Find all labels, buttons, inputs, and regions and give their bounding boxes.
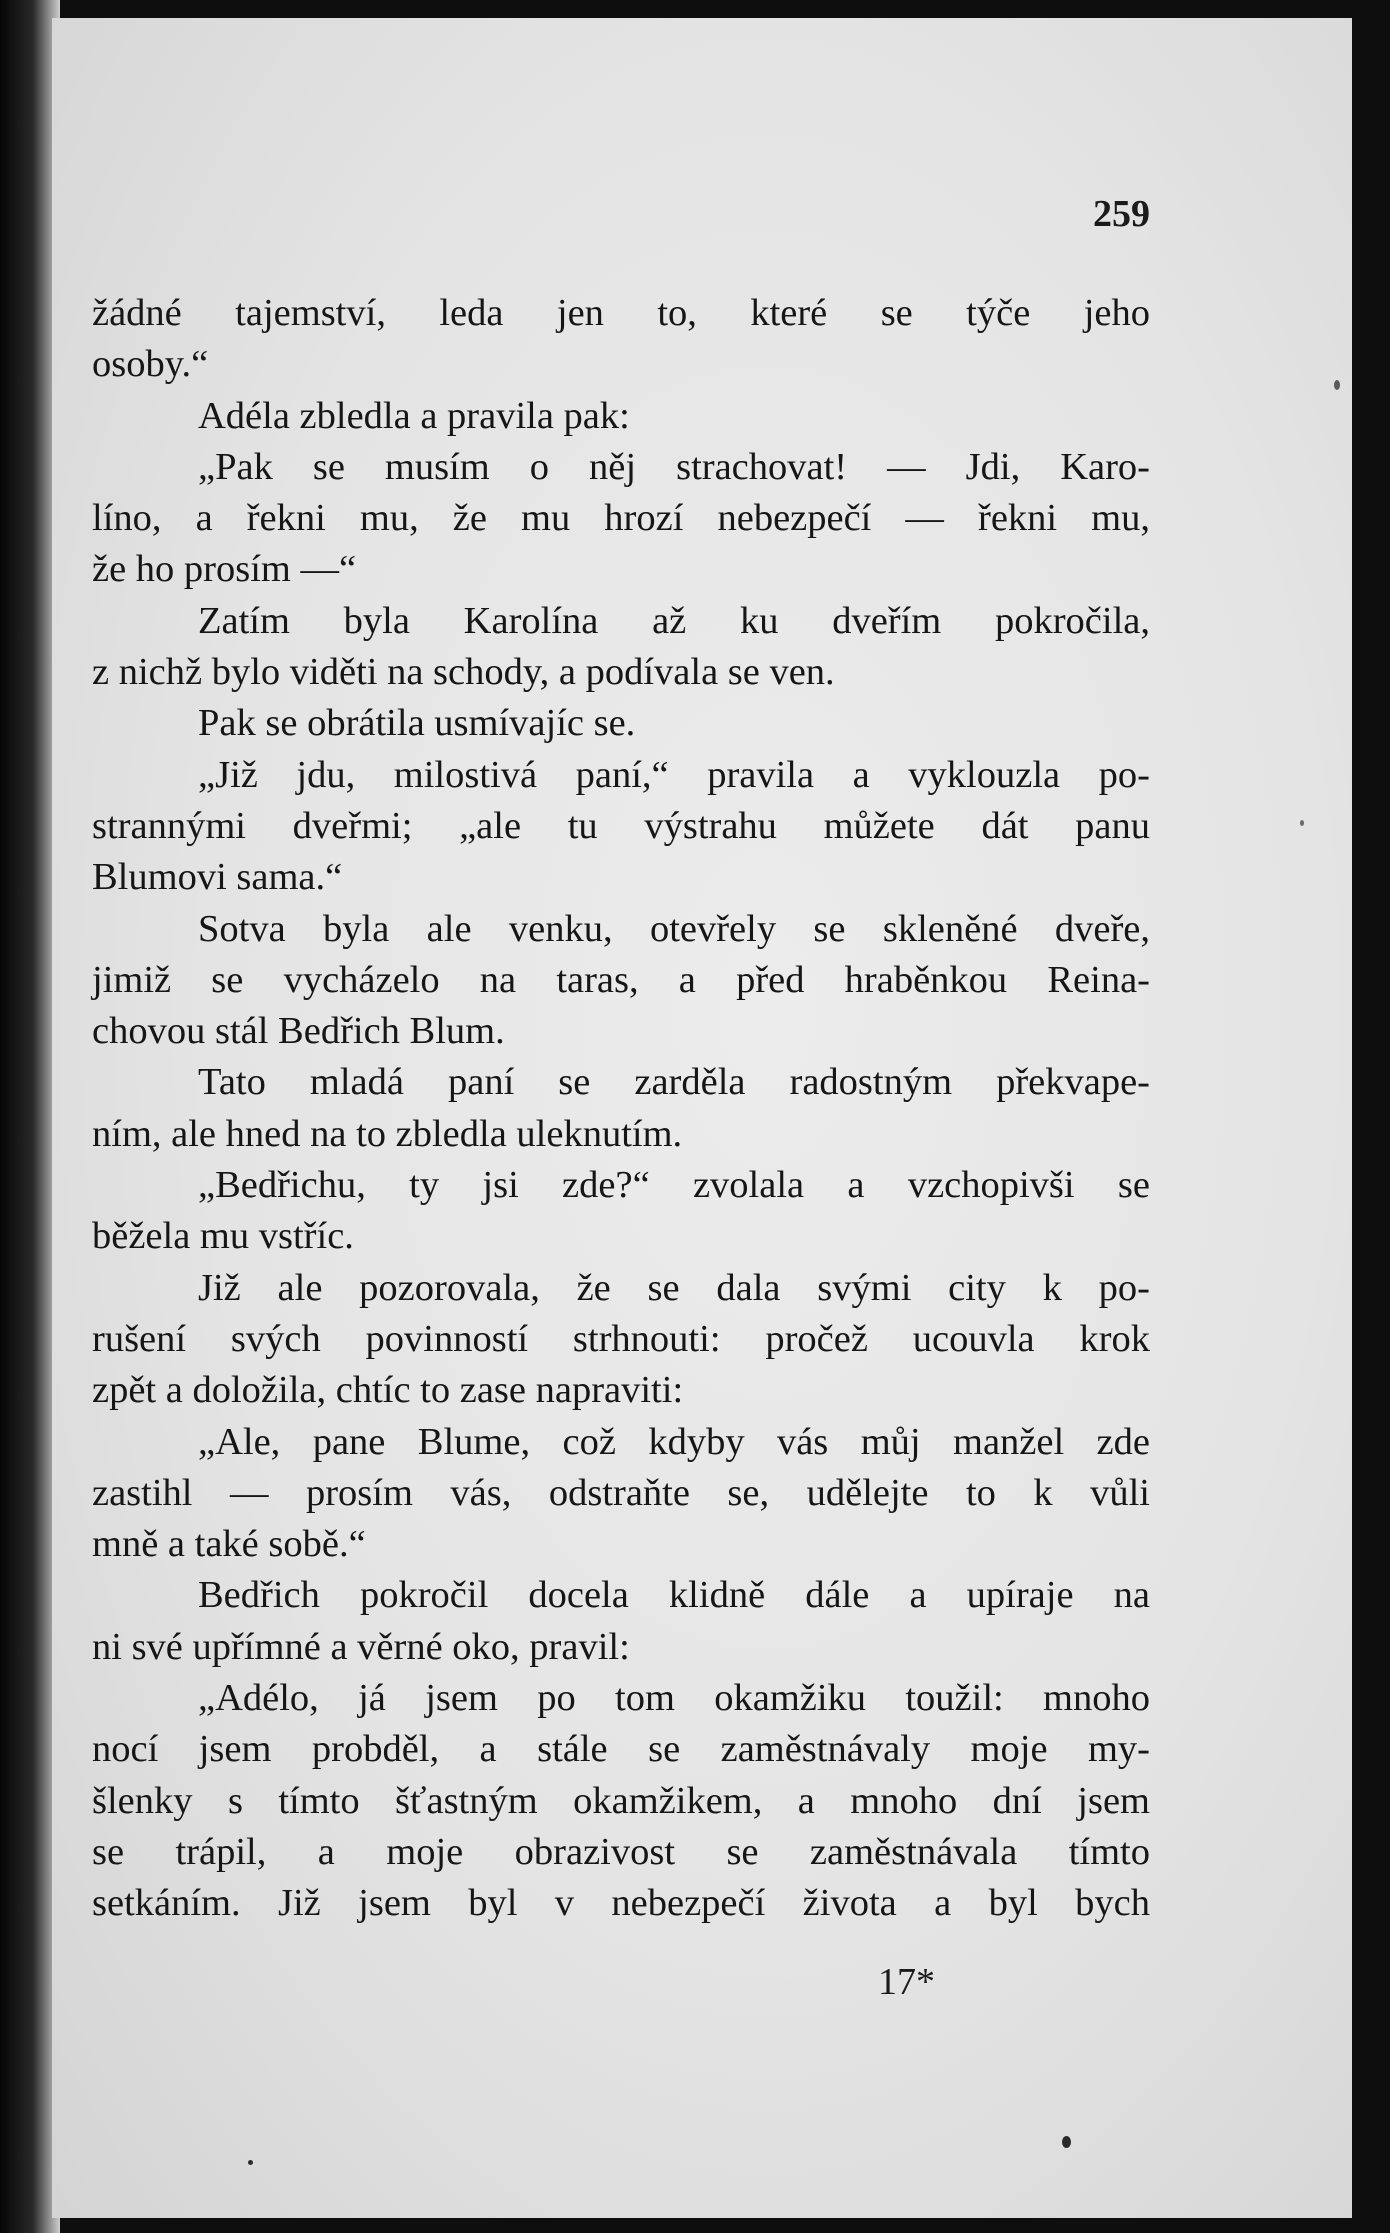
page-number: 259 [1093,193,1150,235]
text-line: Zatím byla Karolína až ku dveřím pokročila, [198,599,1150,642]
text-line: líno, a řekni mu, že mu hrozí nebezpečí — řekni mu, [92,497,1150,540]
text-line: šlenky s tímto šťastným okamžikem, a mnoho dní jsem [92,1779,1150,1822]
text-line: Blumovi sama.“ [92,856,343,899]
text-line: chovou stál Bedřich Blum. [92,1010,505,1053]
body-text [92,288,1150,1930]
text-line: že ho prosím —“ [92,548,357,591]
text-line: strannými dveřmi; „ale tu výstrahu můžete dát panu [92,804,1150,847]
ink-speck [1334,380,1340,390]
ink-speck [248,2160,253,2165]
text-line: ním, ale hned na to zbledla uleknutím. [92,1112,683,1155]
text-line: setkáním. Již jsem byl v nebezpečí života a byl bych [92,1882,1150,1925]
ink-speck [1062,2136,1071,2148]
ink-speck [1300,820,1304,826]
text-line: nocí jsem probděl, a stále se zaměstnávaly moje my- [92,1728,1150,1771]
text-line: „Bedřichu, ty jsi zde?“ zvolala a vzchopivši se [198,1164,1150,1207]
text-line: Pak se obrátila usmívajíc se. [198,702,636,745]
text-line: zastihl — prosím vás, odstraňte se, udělejte to k vůli [92,1471,1150,1514]
text-line: Sotva byla ale venku, otevřely se skleněné dveře, [198,907,1150,950]
text-line: se trápil, a moje obrazivost se zaměstnávala tímto [92,1830,1150,1873]
text-line: „Již jdu, milostivá paní,“ pravila a vyklouzla po- [198,753,1150,796]
text-line: Již ale pozorovala, že se dala svými city k po- [198,1266,1150,1309]
text-line: „Pak se musím o něj strachovat! — Jdi, Karo- [198,445,1150,488]
book-spine-edge [0,0,60,2233]
text-line: osoby.“ [92,343,209,386]
text-line: „Ale, pane Blume, což kdyby vás můj manžel zde [198,1420,1150,1463]
text-line: žádné tajemství, leda jen to, které se týče jeho [92,292,1150,334]
text-line: z nichž bylo viděti na schody, a podívala se ven. [92,651,835,694]
text-line: běžela mu vstříc. [92,1215,354,1258]
signature-mark: 17* [878,1961,935,2003]
text-line: mně a také sobě.“ [92,1523,366,1566]
text-line: zpět a doložila, chtíc to zase napraviti: [92,1369,684,1412]
text-line: Tato mladá paní se zarděla radostným překvape- [198,1061,1150,1104]
text-line: Adéla zbledla a pravila pak: [198,394,630,437]
text-line: rušení svých povinností strhnouti: pročež ucouvla krok [92,1317,1150,1360]
text-line: „Adélo, já jsem po tom okamžiku toužil: mnoho [198,1677,1150,1720]
text-line: ni své upřímné a věrné oko, pravil: [92,1625,630,1668]
text-line: jimiž se vycházelo na taras, a před hraběnkou Reina- [92,958,1150,1001]
text-line: Bedřich pokročil docela klidně dále a upíraje na [198,1574,1150,1617]
